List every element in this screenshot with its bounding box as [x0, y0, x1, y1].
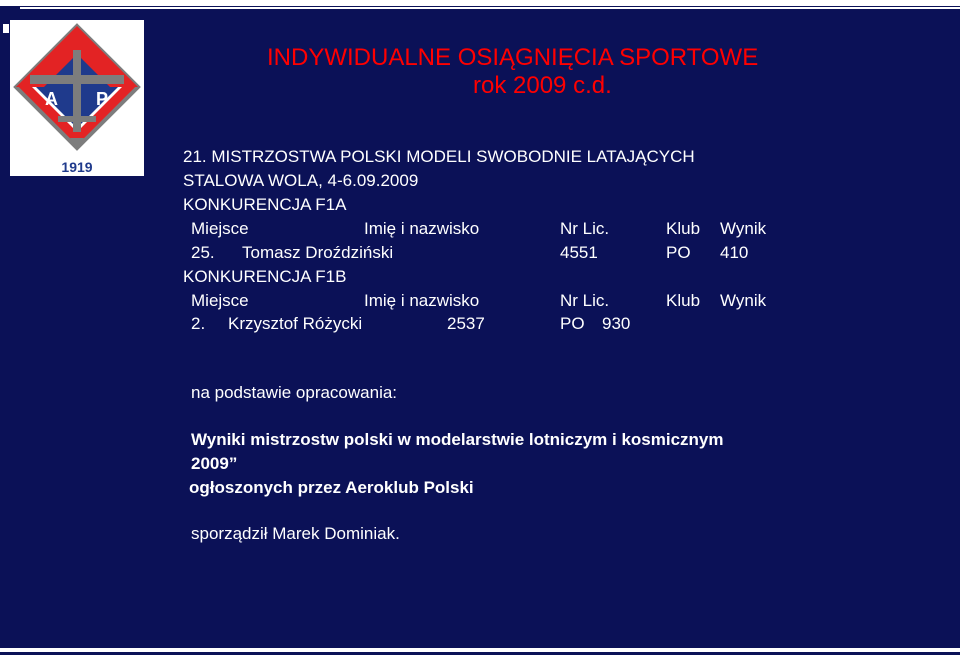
row-name: Krzysztof Różycki — [228, 314, 363, 333]
header-license: Nr Lic. — [560, 219, 610, 238]
source-intro: na podstawie opracowania: — [191, 383, 398, 402]
top-border-inner — [20, 7, 960, 9]
corner-mark — [3, 24, 9, 33]
row-club: PO — [560, 314, 585, 333]
header-result: Wynik — [720, 291, 767, 310]
source-title-line2: 2009” — [191, 454, 238, 473]
author: sporządził Marek Dominiak. — [191, 524, 400, 543]
header-result: Wynik — [720, 219, 767, 238]
competition-label-f1b: KONKURENCJA F1B — [183, 267, 347, 286]
row-place: 2. — [191, 314, 206, 333]
page-title-line2: rok 2009 c.d. — [473, 72, 612, 99]
row-club: PO — [666, 243, 691, 262]
logo-letter-p: P — [96, 89, 109, 109]
row-license: 4551 — [560, 243, 598, 262]
header-name: Imię i nazwisko — [364, 291, 480, 310]
logo-letter-a: A — [45, 89, 58, 109]
header-club: Klub — [666, 219, 701, 238]
row-result: 930 — [602, 314, 631, 333]
header-license: Nr Lic. — [560, 291, 610, 310]
source-publisher: ogłoszonych przez Aeroklub Polski — [189, 478, 474, 497]
header-name: Imię i nazwisko — [364, 219, 480, 238]
row-name: Tomasz Droździński — [242, 243, 394, 262]
header-place: Miejsce — [191, 291, 249, 310]
event-name: 21. MISTRZOSTWA POLSKI MODELI SWOBODNIE LATAJĄCYCH — [183, 147, 695, 166]
bottom-border — [0, 648, 960, 652]
header-place: Miejsce — [191, 219, 249, 238]
logo-year: 1919 — [61, 159, 93, 175]
header-club: Klub — [666, 291, 701, 310]
row-result: 410 — [720, 243, 749, 262]
row-license: 2537 — [447, 314, 485, 333]
top-border — [0, 0, 960, 6]
page-title-line1: INDYWIDUALNE OSIĄGNIĘCIA SPORTOWE — [267, 44, 759, 71]
row-place: 25. — [191, 243, 215, 262]
source-title-line1: Wyniki mistrzostw polski w modelarstwie lotniczym i kosmicznym — [191, 430, 724, 449]
aeroklub-logo-icon — [10, 20, 144, 176]
page-title — [267, 44, 867, 100]
aeroklub-logo — [10, 20, 144, 176]
competition-label-f1a: KONKURENCJA F1A — [183, 195, 347, 214]
event-place-date: STALOWA WOLA, 4-6.09.2009 — [183, 171, 419, 190]
